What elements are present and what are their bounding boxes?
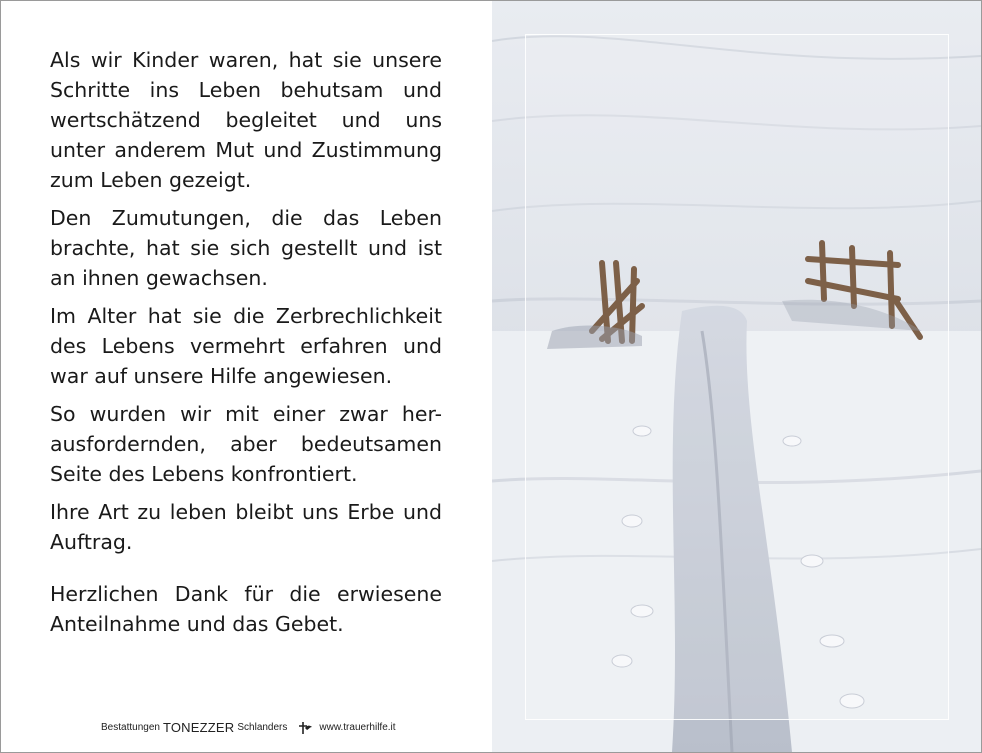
footer bbox=[101, 720, 441, 735]
paragraph-2: Den Zumutungen, die das Leben brachte, hat sie sich gestellt und ist an ihnen gewachsen. bbox=[50, 206, 442, 290]
snow-photo bbox=[492, 1, 981, 752]
footer-prefix: Bestattungen bbox=[101, 722, 160, 733]
paragraph-5: Ihre Art zu leben bleibt uns Erbe und Auftrag. bbox=[50, 500, 442, 554]
footer-suffix: Schlanders bbox=[237, 722, 288, 733]
footer-website: www.trauerhilfe.it bbox=[319, 722, 396, 733]
paragraph-3: Im Alter hat sie die Zerbrechlichkeit des Lebens vermehrt erfahren und war auf unsere Hilfe angewiesen. bbox=[50, 304, 442, 388]
thanks-text: Herzlichen Dank für die erwiesene Anteilnahme und das Gebet. bbox=[50, 582, 442, 636]
photo-frame-overlay bbox=[525, 34, 949, 720]
cross-dove-icon bbox=[297, 721, 313, 735]
paragraph-1: Als wir Kinder waren, hat sie unsere Schritte ins Leben behutsam und wertschätzend begleitet und uns unter anderem Mut und Zustimmung zum Leben gezeigt. bbox=[50, 48, 442, 192]
memorial-text bbox=[50, 45, 442, 647]
paragraph-4: So wurden wir mit einer zwar her-ausfordernden, aber bedeutsamen Seite des Lebens konfrontiert. bbox=[50, 402, 442, 486]
footer-brand: TONEZZER bbox=[162, 720, 235, 735]
